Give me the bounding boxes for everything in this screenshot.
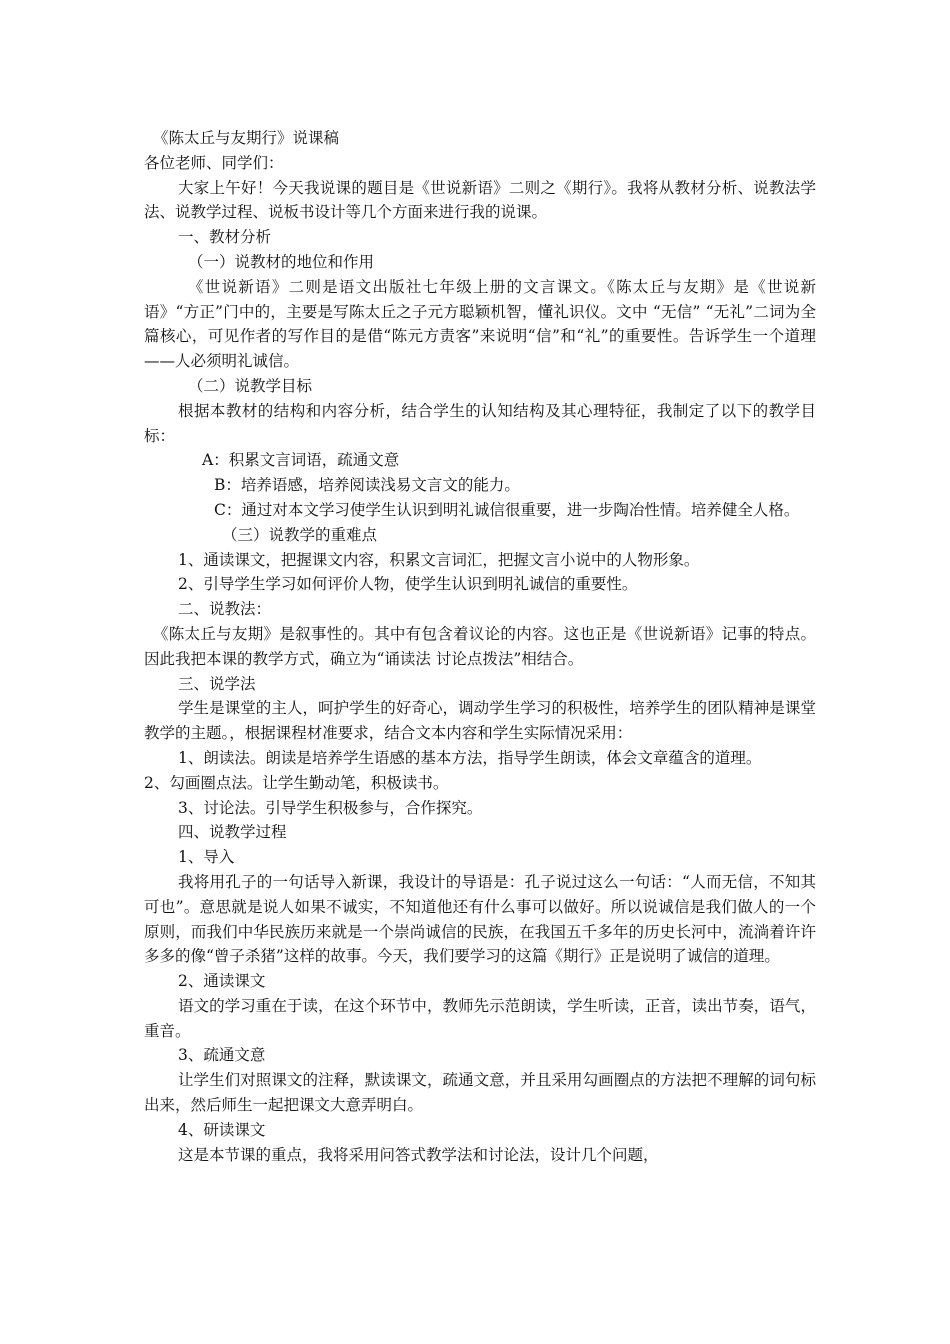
paragraph-intro: 大家上午好！今天我说课的题目是《世说新语》二则之《期行》。我将从教材分析、说教法学法、说教学过程、说板书设计等几个方面来进行我的说课。	[144, 178, 816, 222]
heading-section-1: 一、教材分析	[178, 228, 272, 247]
heading-section-4: 四、说教学过程	[178, 823, 287, 842]
goal-a: A：积累文言词语，疏通文意	[202, 451, 400, 470]
learning-method-3: 3、讨论法。引导学生积极参与，合作探究。	[178, 798, 483, 817]
heading-section-3: 三、说学法	[178, 674, 256, 693]
step-4-paragraph: 这是本节课的重点，我将采用问答式教学法和讨论法，设计几个问题，	[178, 1145, 659, 1164]
document-title: 《陈太丘与友期行》说课稿	[153, 129, 340, 147]
subheading-1-1: （一）说教材的地位和作用	[188, 252, 375, 271]
subheading-1-3: （三）说教学的重难点	[222, 525, 378, 544]
salutation: 各位老师、同学们：	[144, 153, 284, 172]
goal-b: B：培养语感，培养阅读浅易文言文的能力。	[214, 476, 520, 495]
heading-section-2: 二、说教法：	[178, 600, 272, 619]
key-point-2: 2、引导学生学习如何评价人物，使学生认识到明礼诚信的重要性。	[178, 575, 638, 594]
step-2-paragraph: 语文的学习重在于读，在这个环节中，教师先示范朗读，学生听读，正音，读出节奏，语气，重音。	[144, 996, 816, 1040]
step-2-heading: 2、通读课文	[178, 972, 266, 991]
key-point-1: 1、通读课文，把握课文内容，积累文言词汇，把握文言小说中的人物形象。	[178, 550, 700, 569]
learning-method-1: 1、朗读法。朗读是培养学生语感的基本方法，指导学生朗读，体会文章蕴含的道理。	[178, 748, 762, 767]
paragraph-material-role: 《世说新语》二则是语文出版社七年级上册的文言课文。《陈太丘与友期》是《世说新语》“方正”门中的，主要是写陈太丘之子元方聪颖机智，懂礼识仪。文中 “无信” “无礼”二词为全篇核心，可见作者的写作目的是借“陈元方责客”来说明“信”和“礼”的重要性。告诉学生一个道理——人必须明礼诚信。	[144, 277, 816, 371]
step-3-heading: 3、疏通文意	[178, 1046, 266, 1065]
paragraph-learning-method: 学生是课堂的主人，呵护学生的好奇心，调动学生学习的积极性，培养学生的团队精神是课堂教学的主题。，根据课程材准要求，结合文本内容和学生实际情况采用：	[144, 699, 816, 743]
learning-method-2: 2、勾画圈点法。让学生勤动笔，积极读书。	[144, 773, 449, 792]
subheading-1-2: （二）说教学目标	[188, 376, 313, 395]
paragraph-goals-intro: 根据本教材的结构和内容分析，结合学生的认知结构及其心理特征，我制定了以下的教学目标：	[144, 401, 816, 445]
paragraph-teaching-method: 《陈太丘与友期》是叙事性的。其中有包含着议论的内容。这也正是《世说新语》记事的特点。因此我把本课的教学方式，确立为“诵读法 讨论点拨法”相结合。	[144, 624, 816, 668]
step-4-heading: 4、研读课文	[178, 1120, 266, 1139]
step-1-heading: 1、导入	[178, 848, 235, 867]
step-3-paragraph: 让学生们对照课文的注释，默读课文，疏通文意，并且采用勾画圈点的方法把不理解的词句标出来，然后师生一起把课文大意弄明白。	[144, 1071, 816, 1115]
step-1-paragraph: 我将用孔子的一句话导入新课，我设计的导语是：孔子说过这么一句话：“人而无信，不知其可也”。意思就是说人如果不诚实，不知道他还有什么事可以做好。所以说诚信是我们做人的一个原则，而我们中华民族历来就是一个崇尚诚信的民族，在我国五千多年的历史长河中，流淌着许许多多的像“曾子杀猪”这样的故事。今天，我们要学习的这篇《期行》正是说明了诚信的道理。	[144, 872, 816, 966]
document-body	[144, 126, 816, 1167]
goal-c: C：通过对本文学习使学生认识到明礼诚信很重要，进一步陶冶性情。培养健全人格。	[214, 500, 800, 519]
